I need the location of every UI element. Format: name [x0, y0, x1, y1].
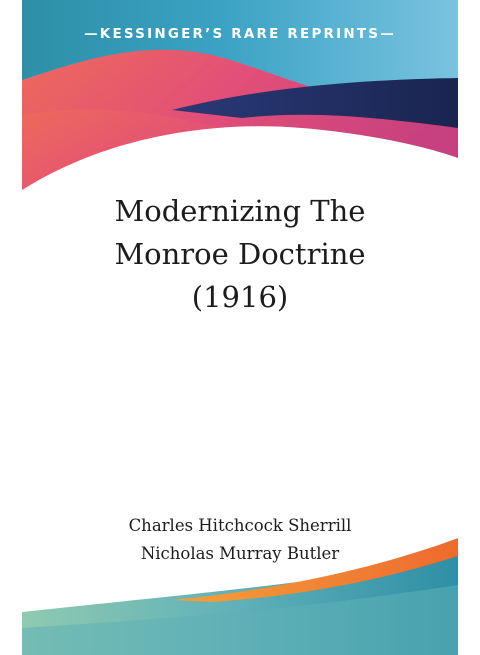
title-line: Monroe Doctrine — [114, 237, 366, 271]
publisher-banner: —KESSINGER’S RARE REPRINTS— — [84, 26, 396, 42]
book-cover — [22, 0, 458, 655]
title-line: Modernizing The — [114, 194, 366, 228]
book-title — [22, 190, 458, 319]
title-year: (1916) — [191, 280, 289, 314]
author-list — [22, 512, 458, 568]
author-name: Nicholas Murray Butler — [140, 544, 340, 563]
author-name: Charles Hitchcock Sherrill — [128, 516, 352, 535]
